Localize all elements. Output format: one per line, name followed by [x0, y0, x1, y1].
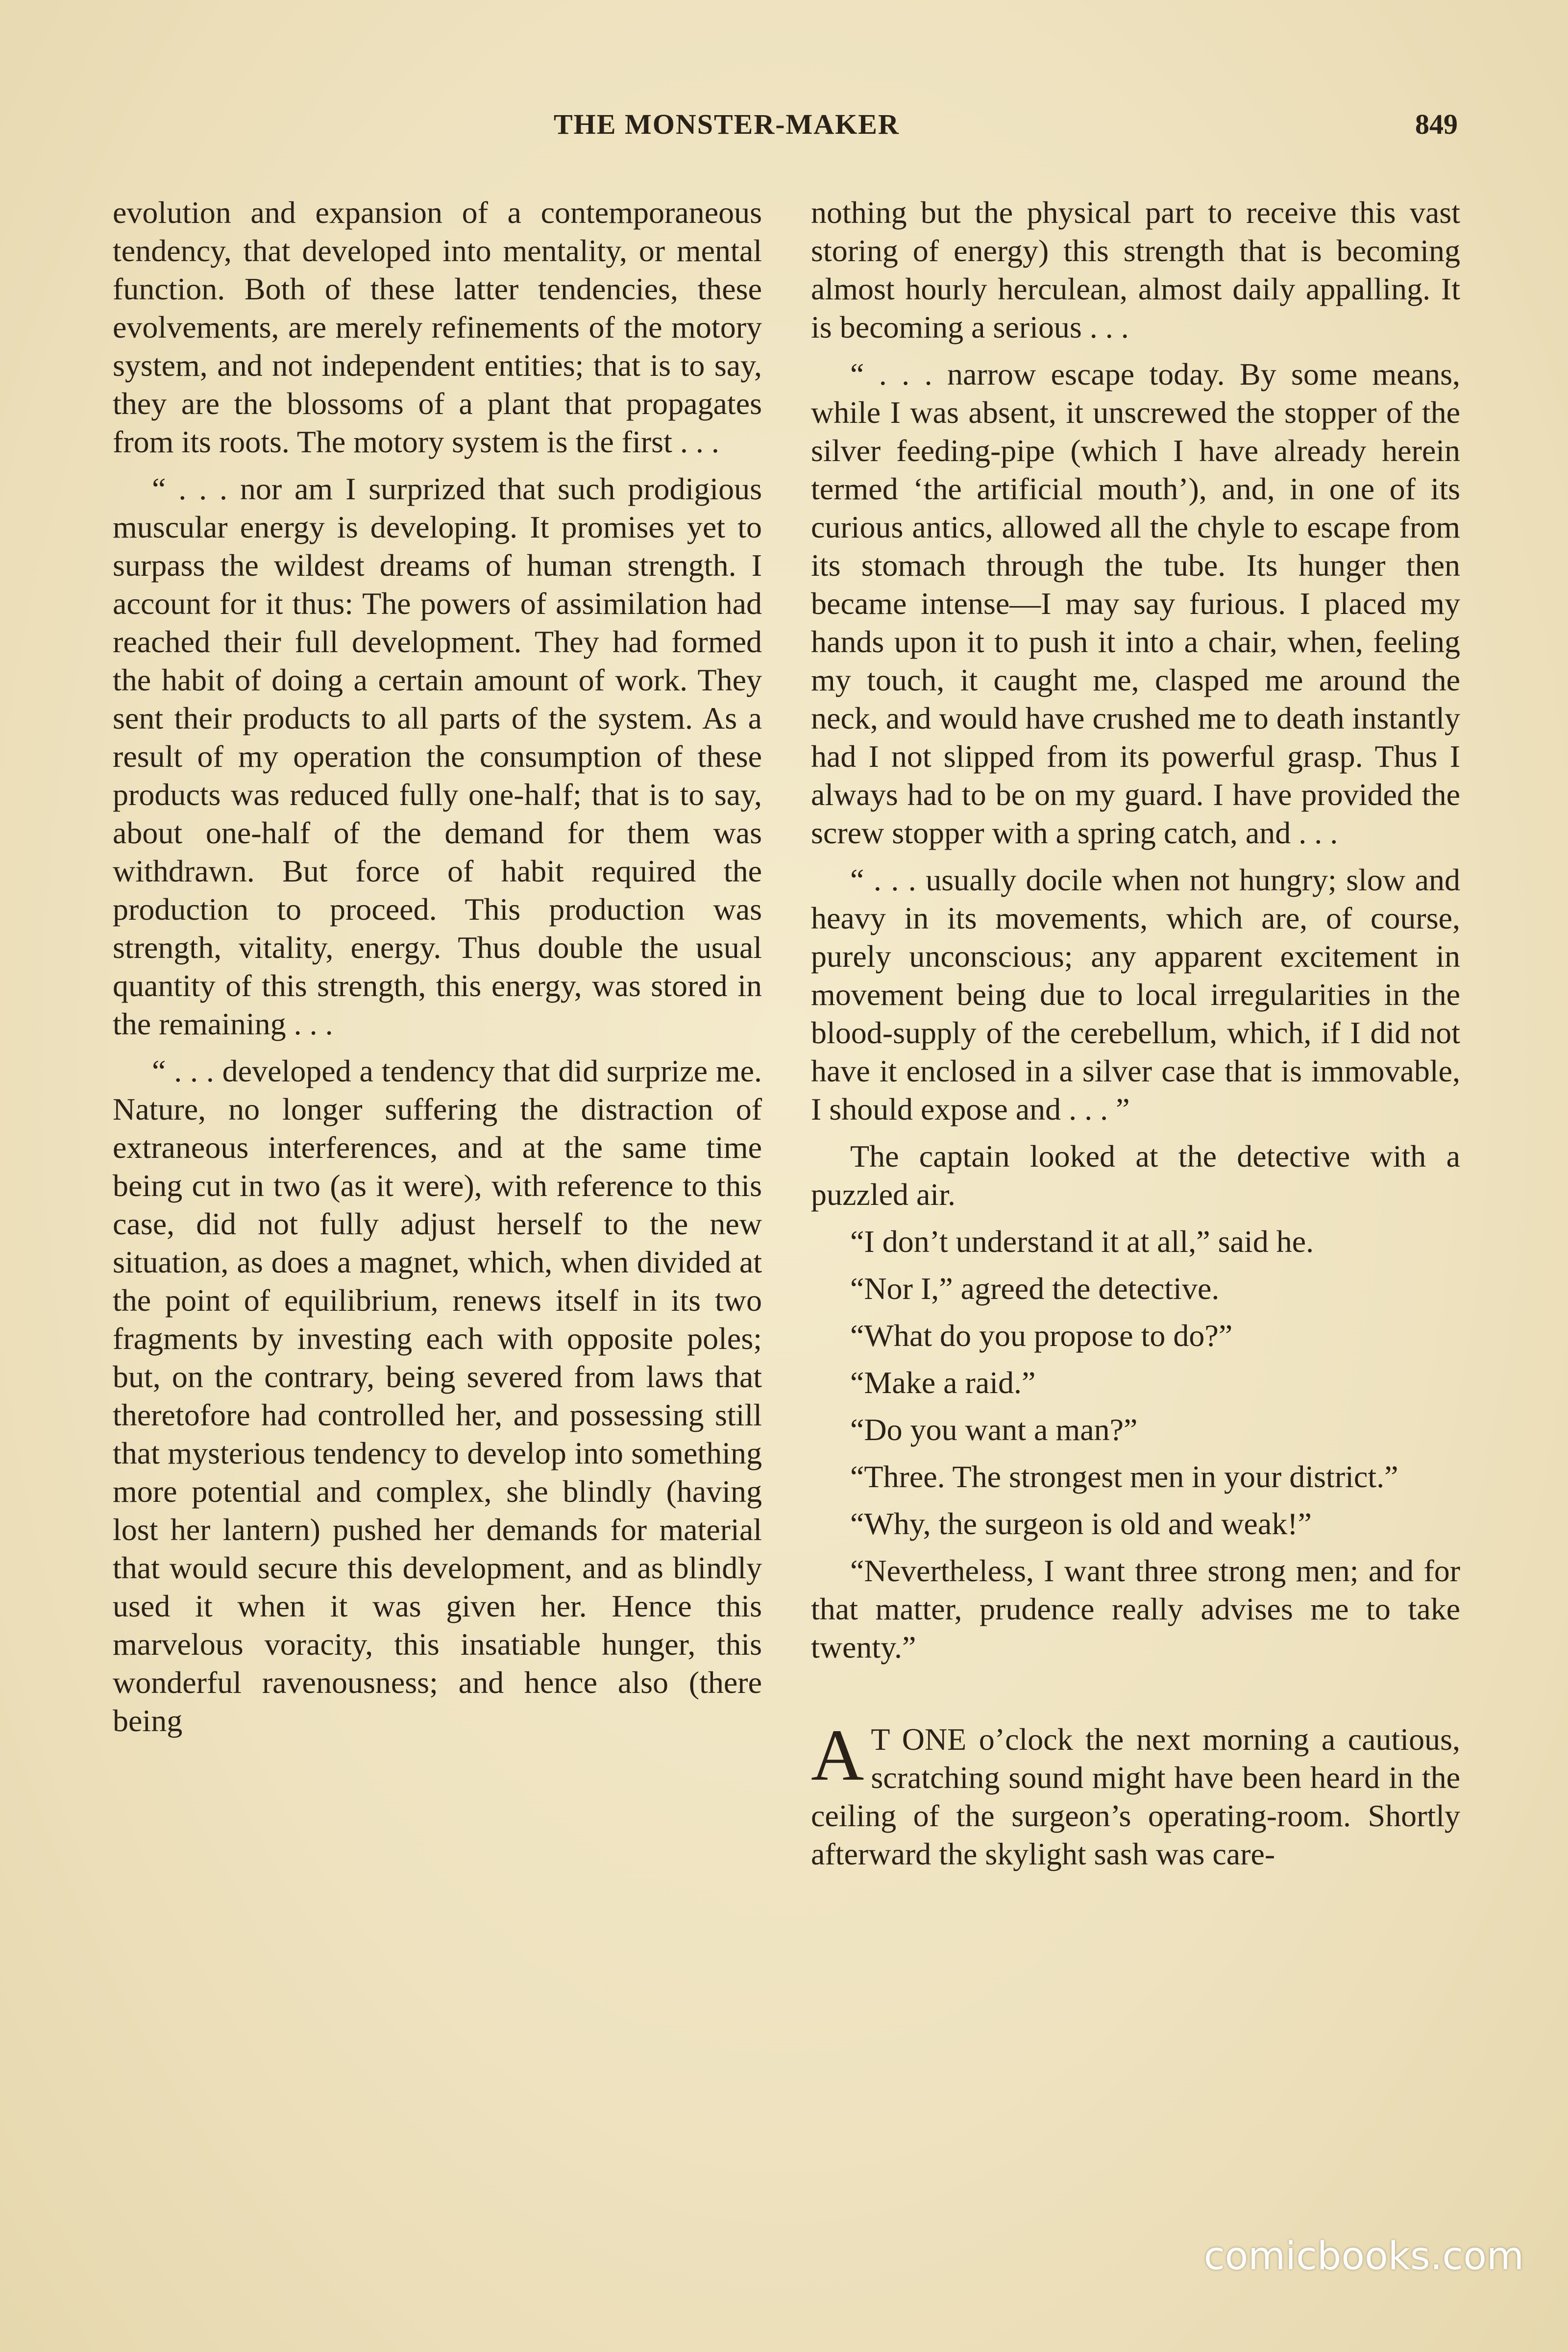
paragraph: “ . . . developed a tendency that did surprize me. Nature, no longer suffering the distraction of extraneous interferences, and at the same time being cut in two (as it were), with reference to this case, did not fully adjust herself to the new situation, as does a magnet, which, when divided at the point of equilibrium, renews itself in its two fragments by investing each with opposite poles; but, on the contrary, being severed from laws that theretofore had controlled her, and possessing still that mysterious tendency to develop into something more potential and complex, she blindly (having lost her lantern) pushed her demands for material that would secure this development, and as blindly used it when it was given her. Hence this marvelous voracity, this insatiable hunger, this wonderful ravenousness; and hence also (there being [113, 1054, 762, 1738]
left-column [113, 194, 762, 1749]
right-column [811, 194, 1460, 1882]
paragraph: “ . . . usually docile when not hungry; slow and heavy in its movements, which are, of course, purely unconscious; any apparent excitement in movement being due to local irregularities in the blood-supply of the cerebellum, which, if I did not have it enclosed in a silver case that is immovable, I should expose and . . . ” [811, 862, 1460, 1127]
paragraph: “Make a raid.” [850, 1365, 1036, 1400]
paragraph: “ . . . nor am I surprized that such prodigious muscular energy is developing. It promises yet to surpass the wildest dreams of human strength. I account for it thus: The powers of assimilation had reached their full development. They had formed the habit of doing a certain amount of work. They sent their products to all parts of the system. As a result of my operation the consumption of these products was reduced fully one-half; that is to say, about one-half of the demand for them was withdrawn. But force of habit required the production to proceed. This production was strength, vitality, energy. Thus double the usual quantity of this strength, this energy, was stored in the remaining . . . [113, 471, 762, 1041]
drop-cap-letter: A [811, 1715, 864, 1796]
paragraph: The captain looked at the detective with a puzzled air. [811, 1139, 1460, 1212]
paragraph: nothing but the physical part to receive this vast storing of energy) this strength that is becoming almost hourly herculean, almost daily appalling. It is becoming a serious . . . [811, 195, 1460, 344]
small-caps-lead: T ONE [871, 1722, 967, 1757]
paragraph-text: o’clock the next morning a cautious, scratching sound might have been heard in the ceiling of the surgeon’s operating-room. Shortly afterward the skylight sash was care- [811, 1722, 1461, 1871]
paragraph: “ . . . narrow escape today. By some means, while I was absent, it unscrewed the stopper of the silver feeding-pipe (which I have already herein termed ‘the artificial mouth’), and, in one of its curious antics, allowed all the chyle to escape from its stomach through the tube. Its hunger then became intense—I may say furious. I placed my hands upon it to push it into a chair, when, feeling my touch, it caught me, clasped me around the neck, and would have crushed me to death instantly had I not slipped from its powerful grasp. Thus I always had to be on my guard. I have provided the screw stopper with a spring catch, and . . . [811, 357, 1460, 850]
paragraph: evolution and expansion of a contemporaneous tendency, that developed into mentality, or mental function. Both of these latter tendencies, these evolvements, are merely refinements of the motory system, and not independent entities; that is to say, they are the blossoms of a plant that propagates from its roots. The motory system is the first . . . [113, 195, 762, 459]
paragraph: “Do you want a man?” [850, 1412, 1138, 1447]
section-opening-paragraph [811, 1715, 1461, 1873]
running-head-title: THE MONSTER-MAKER [554, 108, 900, 140]
watermark-text: comicbooks.com [1203, 2234, 1524, 2278]
paragraph: “Three. The strongest men in your district.” [850, 1459, 1398, 1494]
paragraph: “Nor I,” agreed the detective. [850, 1271, 1220, 1306]
paragraph: “Why, the surgeon is old and weak!” [850, 1506, 1312, 1541]
paragraph: “Nevertheless, I want three strong men; and for that matter, prudence really advises me to take twenty.” [811, 1553, 1460, 1665]
paragraph: “I don’t understand it at all,” said he. [850, 1224, 1314, 1259]
section-break [811, 1675, 1460, 1720]
paragraph: “What do you propose to do?” [850, 1318, 1233, 1353]
page-number: 849 [1415, 108, 1458, 140]
